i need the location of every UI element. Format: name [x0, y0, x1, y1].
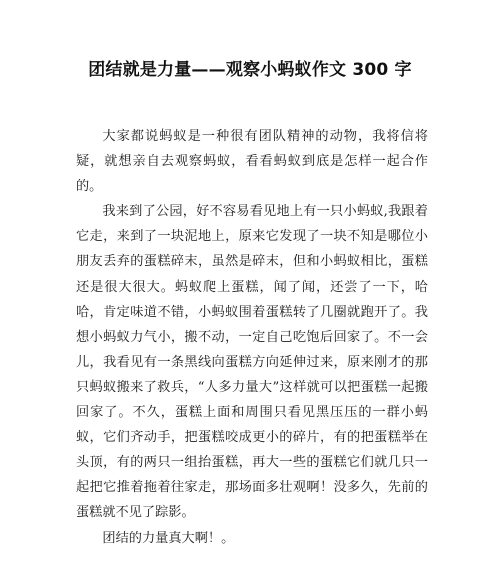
paragraph-conclusion: 团结的力量真大啊！。	[102, 530, 235, 546]
document-body	[76, 124, 428, 551]
paragraph-observation: 我来到了公园，好不容易看见地上有一只小蚂蚁,我跟着它走，来到了一块泥地上，原来它发现了一块不知是哪位小朋友丢弃的蛋糕碎末，虽然是碎末，但和小蚂蚁相比，蛋糕还是很大很大。蚂蚁爬上蛋糕，闻了闻，还尝了一下，哈哈，肯定味道不错，小蚂蚁围着蛋糕转了几圈就跑开了。我想小蚂蚁力气小，搬不动，一定自己吃饱后回家了。不一会儿，我看见有一条黑线向蛋糕方向延伸过来，原来刚才的那只蚂蚁搬来了救兵，“人多力量大”这样就可以把蛋糕一起搬回家了。不久，蛋糕上面和周围只看见黑压压的一群小蚂蚁，它们齐动手，把蛋糕咬成更小的碎片，有的把蛋糕举在头顶，有的两只一组抬蛋糕，再大一些的蛋糕它们就几只一起把它推着拖着往家走，那场面多壮观啊！没多久，先前的蛋糕就不见了踪影。	[76, 204, 428, 521]
paragraph-intro: 大家都说蚂蚁是一种很有团队精神的动物，我将信将疑，就想亲自去观察蚂蚁，看看蚂蚁到底是怎样一起合作的。	[76, 129, 428, 195]
document-title: 团结就是力量——观察小蚂蚁作文 300 字	[88, 60, 412, 80]
